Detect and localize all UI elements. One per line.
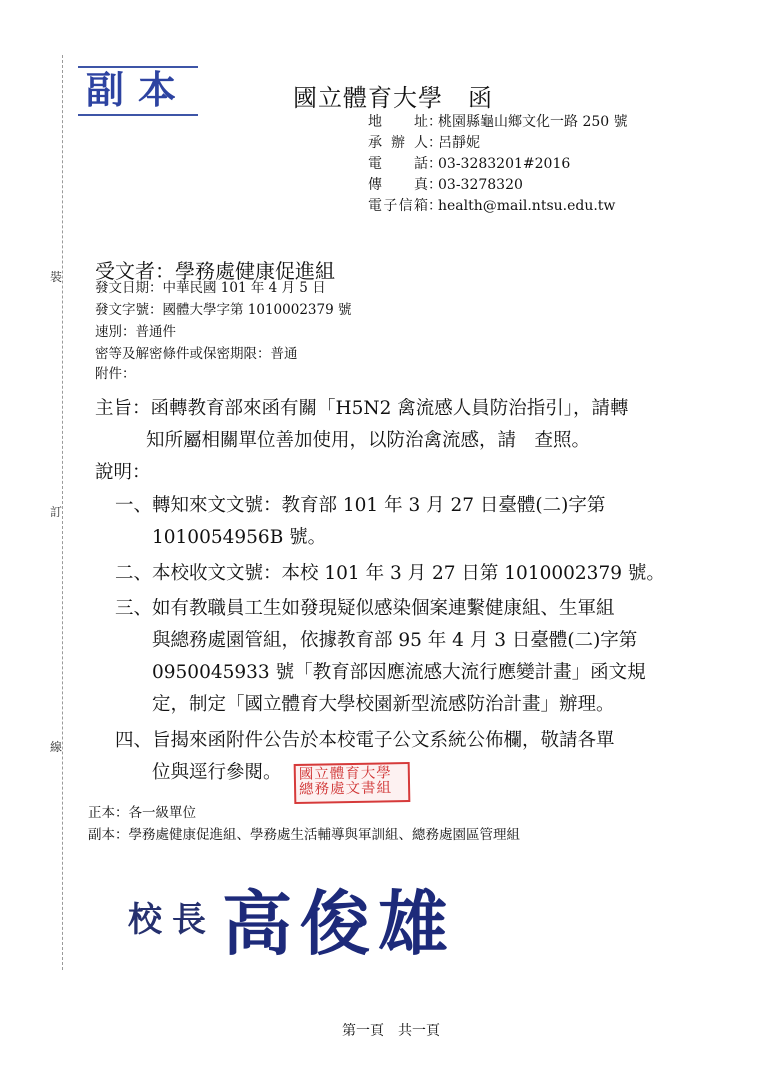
item-1-line-1: 一、轉知來文文號：教育部 101 年 3 月 27 日臺體(二)字第: [115, 495, 606, 516]
binding-mark-order: 訂: [50, 505, 63, 519]
item-3-line-3: 0950045933 號「教育部因應流感大流行應變計畫」函文規: [152, 662, 646, 683]
info-fax-value: 03-3278320: [438, 177, 523, 193]
info-email: 電子信箱：health@mail.ntsu.edu.tw: [368, 198, 616, 214]
original-recipients: 正本：各一級單位: [88, 805, 196, 821]
document-title: 國立體育大學 函: [293, 84, 493, 112]
item-4-line-1: 四、旨揭來函附件公告於本校電子公文系統公佈欄，敬請各單: [115, 730, 615, 751]
red-seal: [294, 762, 411, 804]
info-phone: 電話：03-3283201#2016: [368, 156, 571, 172]
info-handler-value: 呂靜妮: [438, 135, 480, 151]
info-handler-label: 承辦人: [368, 135, 428, 151]
item-3-line-2: 與總務處園管組，依據教育部 95 年 4 月 3 日臺體(二)字第: [152, 630, 638, 651]
info-fax-label: 傳真: [368, 177, 428, 193]
info-email-label: 電子信箱: [368, 198, 428, 214]
info-address-label: 地址: [368, 114, 428, 130]
binding-mark-bind: 裝: [50, 270, 63, 284]
info-email-value: health@mail.ntsu.edu.tw: [438, 198, 616, 214]
red-seal-text: 國立體育大學總務處文書組: [298, 765, 393, 798]
meta-speed: 速別：普通件: [95, 324, 176, 340]
info-phone-value: 03-3283201#2016: [438, 156, 571, 172]
binding-mark-line: 線: [50, 740, 63, 754]
item-2-line-1: 二、本校收文文號：本校 101 年 3 月 27 日第 1010002379 號。: [115, 563, 665, 584]
copy-stamp: [78, 66, 198, 116]
meta-issue-number: 發文字號：國體大學字第 1010002379 號: [95, 302, 352, 318]
item-1-line-2: 1010054956B 號。: [152, 527, 327, 548]
info-phone-label: 電話: [368, 156, 428, 172]
explanation-heading: 說明：: [95, 462, 151, 483]
info-address: 地址：桃園縣龜山鄉文化一路 250 號: [368, 114, 628, 130]
copy-recipients: 副本：學務處健康促進組、學務處生活輔導與軍訓組、總務處園區管理組: [88, 827, 520, 843]
meta-attachment: 附件：: [95, 366, 136, 382]
meta-confidentiality: 密等及解密條件或保密期限：普通: [95, 346, 298, 362]
binding-line: [62, 55, 63, 970]
president-signature: 高俊雄: [222, 883, 456, 965]
subject-line-2: 知所屬相關單位善加使用，以防治禽流感，請 查照。: [146, 430, 591, 451]
page-number: 第一頁 共一頁: [342, 1023, 440, 1039]
info-fax: 傳真：03-3278320: [368, 177, 523, 193]
item-3-line-1: 三、如有教職員工生如發現疑似感染個案連繫健康組、生軍組: [115, 598, 615, 619]
copy-stamp-text: 副本: [86, 68, 191, 112]
info-handler: 承辦人：呂靜妮: [368, 135, 480, 151]
item-3-line-4: 定，制定「國立體育大學校園新型流感防治計畫」辦理。: [152, 694, 615, 715]
president-label: 校長: [128, 900, 216, 940]
recipient: 受文者：學務處健康促進組: [95, 259, 335, 283]
info-address-value: 桃園縣龜山鄉文化一路 250 號: [438, 114, 628, 130]
item-4-line-2: 位與逕行參閱。: [152, 762, 282, 783]
subject-line-1: 主旨：函轉教育部來函有關「H5N2 禽流感人員防治指引」，請轉: [95, 398, 629, 419]
meta-issue-date: 發文日期：中華民國 101 年 4 月 5 日: [95, 280, 326, 296]
